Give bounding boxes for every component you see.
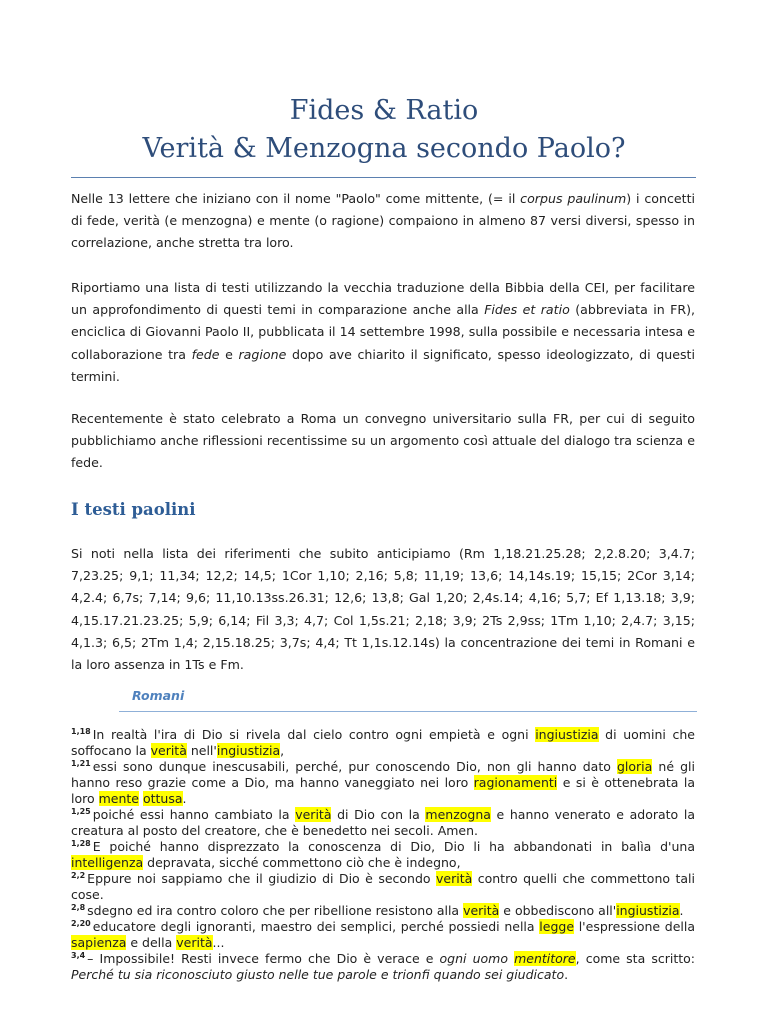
highlighted-term: sapienza [71,935,127,950]
verse-reference: 2,2 [71,871,86,880]
text-run: dopo ave chiarito il significato, spesso ideologizzato, di questi termini. [71,346,695,384]
verse [71,919,695,951]
text-run: Eppure noi sappiamo che il giudizio di Dio è secondo [87,871,437,886]
text-run: Riportiamo una lista di testi utilizzando la vecchia traduzione della Bibbia della CEI, per facilitare un approfondimento di questi temi in comparazione anche alla [71,280,695,318]
text-run: e [219,346,239,362]
highlighted-term: mentitore [514,951,576,966]
highlighted-term: ingiustizia [616,903,680,918]
verse-list [71,727,695,983]
intro-paragraph-2 [71,277,695,388]
subsection-heading: Romani [132,688,185,703]
text-run: nell' [186,743,217,758]
highlighted-term: gloria [616,759,653,774]
text-run: né gli hanno reso grazie come a Dio, ma hanno vaneggiato nei loro [71,759,695,790]
text-run: ... [212,935,225,950]
verse-reference: 2,8 [71,903,86,912]
title-line-2: Verità & Menzogna secondo Paolo? [142,133,626,164]
verse-reference: 1,28 [71,839,91,848]
highlighted-term: ottusa [142,791,183,806]
italic-text: Fides et ratio [484,302,570,318]
verse [71,807,695,839]
text-run: di Dio con la [331,807,426,822]
references-paragraph [71,543,695,676]
text-run: educatore degli ignoranti, maestro dei semplici, perché possiedi nella [92,919,540,934]
text-run: essi sono dunque inescusabili, perché, pur conoscendo Dio, non gli hanno dato [92,759,617,774]
verse [71,839,695,871]
intro-paragraph-1 [71,188,695,255]
verse [71,903,695,919]
text-run: di uomini che soffocano la [71,727,695,758]
text-run: e hanno venerato e adorato la creatura al posto del creatore, che è benedetto nei secoli. Amen. [71,807,695,838]
verse-reference: 1,25 [71,807,91,816]
highlighted-term: legge [539,919,575,934]
highlighted-term: verità [295,807,332,822]
text-run: – Impossibile! Resti invece fermo che Dio è verace e [87,951,440,966]
highlighted-term: verità [463,903,500,918]
text-run: Recentemente è stato celebrato a Roma un convegno universitario sulla FR, per cui di seguito pubblichiamo anche riflessioni recentissime su un argomento così attuale del dialogo tra scienza e fede. [71,411,695,471]
text-run: contro quelli che commettono tali cose. [71,871,695,902]
text-run: (abbreviata in FR), enciclica di Giovanni Paolo II, pubblicata il 14 settembre 1998, sulla possibile e necessaria intesa e collaborazione tra [71,302,695,362]
document-title [0,92,768,168]
text-run: . [564,967,569,982]
text-run: Nelle 13 lettere che iniziano con il nome "Paolo" come mittente, (= il [71,191,521,206]
text-run: Si noti nella lista dei riferimenti che subito anticipiamo (Rm 1,18.21.25.28; 2,2.8.20; 3,4.7; 7,23.25; 9,1; 11,34; 12,2; 14,5; 1Cor 1,10; 2,16; 5,8; 11,19; 13,6; 14,14s.19; 15,15; 2Cor 3,14; 4,2.4; 6,7s; 7,14; 9,6; 11,10.13ss.26.31; 12,6; 13,8; Gal 1,20; 2,4s.14; 4,16; 5,7; Ef 1,13.18; 3,9; 4,15.17.21.23.25; 5,9; 6,14; Fil 3,3; 4,7; Col 1,5s.21; 2,18; 3,9; 2Ts 2,9ss; 1Tm 1,10; 2,4.7; 3,15; 4,1.3; 6,5; 2Tm 1,4; 2,15.18.25; 3,7s; 4,4; Tt 1,1s.12.14s) la concentrazione dei temi in Romani e la loro assenza in 1Ts e Fm. [71,546,695,673]
highlighted-term: ingiustizia [535,727,599,742]
verse [71,727,695,759]
highlighted-term: ragionamenti [473,775,558,790]
text-run: In realtà l'ira di Dio si rivela dal cielo contro ogni empietà e ogni [92,727,536,742]
text-run: . [182,791,187,806]
title-divider [71,177,696,178]
intro-paragraph-3 [71,408,695,475]
text-run: poiché essi hanno cambiato la [92,807,296,822]
section-heading: I testi paolini [71,500,196,519]
italic-text: ogni uomo [439,951,515,966]
text-run: e si è ottenebrata la loro [71,775,695,806]
text-run: e obbediscono all' [499,903,617,918]
highlighted-term: intelligenza [71,855,144,870]
italic-text: Perché tu sia riconosciuto giusto nelle tue parole e trionfi quando sei giudicato [71,967,565,982]
highlighted-term: mente [98,791,139,806]
title-line-1: Fides & Ratio [289,95,479,126]
text-run: . [679,903,684,918]
text-run: sdegno ed ira contro coloro che per ribellione resistono alla [87,903,464,918]
text-run: depravata, sicché commettono ciò che è indegno, [143,855,461,870]
highlighted-term: ingiustizia [216,743,281,758]
text-run: ) i concetti di fede, verità (e menzogna) e mente (o ragione) compaiono in almeno 87 versi diversi, spesso in correlazione, anche stretta tra loro. [71,191,696,251]
italic-text: ragione [238,346,287,362]
verse-reference: 2,20 [71,919,91,928]
text-run: E poiché hanno disprezzato la conoscenza di Dio, Dio li ha abbandonati in balìa d'una [92,839,695,854]
italic-text: fede [191,346,220,362]
highlighted-term: verità [436,871,473,886]
verse [71,759,695,807]
highlighted-term: verità [150,743,187,758]
italic-text: corpus paulinum [520,191,627,206]
text-run: e della [126,935,177,950]
highlighted-term: menzogna [425,807,491,822]
text-run: , come sta scritto: [575,951,695,966]
verse-reference: 3,4 [71,951,86,960]
verse [71,871,695,903]
highlighted-term: verità [176,935,213,950]
verse-reference: 1,18 [71,727,91,736]
verse [71,951,695,983]
verse-reference: 1,21 [71,759,91,768]
text-run: l'espressione della [574,919,696,934]
subsection-divider [119,711,697,712]
text-run: , [280,743,285,758]
